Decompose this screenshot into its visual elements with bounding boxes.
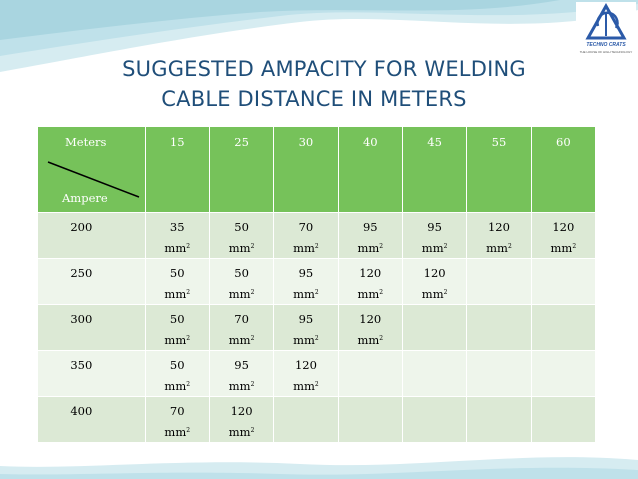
cable-size-cell <box>531 213 595 259</box>
unit-label: mm <box>357 241 380 255</box>
table-row <box>38 259 596 305</box>
unit-label: mm <box>228 425 251 439</box>
ampacity-table <box>37 126 596 443</box>
unit-label: mm <box>228 287 251 301</box>
unit-superscript: 2 <box>443 289 448 296</box>
cable-size-cell <box>274 397 338 443</box>
unit-superscript: 2 <box>250 289 255 296</box>
cable-size-value: 50 <box>169 266 185 280</box>
unit-superscript: 2 <box>250 381 255 388</box>
cable-size-value: 95 <box>362 220 378 234</box>
company-logo <box>576 2 636 62</box>
unit-label: mm <box>164 241 187 255</box>
header-cell: 15 <box>145 127 209 213</box>
cable-size-cell <box>145 397 209 443</box>
cable-size-cell <box>531 351 595 397</box>
cable-size-value: 120 <box>230 404 253 418</box>
unit-label: mm <box>357 333 380 347</box>
cable-size-value: 120 <box>552 220 575 234</box>
cable-size-value: 50 <box>234 220 249 234</box>
corner-header-cell <box>38 127 146 213</box>
unit-label: mm <box>228 333 251 347</box>
cable-size-cell <box>145 305 209 351</box>
cable-size-cell <box>531 259 595 305</box>
unit-label: mm <box>486 241 508 255</box>
unit-superscript: 2 <box>186 427 191 434</box>
header-cell: 40 <box>338 127 402 213</box>
table-row <box>38 397 596 443</box>
cable-size-value: 95 <box>298 312 314 326</box>
cable-size-cell <box>467 351 531 397</box>
cable-size-value: 70 <box>234 312 249 326</box>
cable-size-cell <box>467 259 531 305</box>
cable-size-cell <box>274 351 338 397</box>
unit-superscript: 2 <box>186 289 191 296</box>
unit-superscript: 2 <box>443 243 448 250</box>
unit-superscript: 2 <box>314 289 319 296</box>
unit-label: mm <box>293 287 315 301</box>
header-row <box>38 127 596 213</box>
ampere-label: Ampere <box>62 191 108 205</box>
unit-superscript: 2 <box>572 243 577 250</box>
unit-label: mm <box>357 287 380 301</box>
ampere-cell: 300 <box>38 305 146 351</box>
cable-size-cell <box>338 259 402 305</box>
ampere-cell: 400 <box>38 397 146 443</box>
ampere-cell: 250 <box>38 259 146 305</box>
cable-size-value: 70 <box>169 404 185 418</box>
logo-emblem-icon <box>576 2 636 42</box>
unit-label: mm <box>550 241 573 255</box>
cable-size-cell <box>467 397 531 443</box>
header-cell: 45 <box>402 127 466 213</box>
cable-size-cell <box>209 397 273 443</box>
unit-label: mm <box>164 333 187 347</box>
decorative-wave-bottom <box>0 440 638 479</box>
cable-size-cell <box>531 397 595 443</box>
unit-superscript: 2 <box>250 243 255 250</box>
unit-label: mm <box>293 241 315 255</box>
cable-size-value: 50 <box>169 312 185 326</box>
cable-size-cell <box>531 305 595 351</box>
header-cell: 25 <box>209 127 273 213</box>
cable-size-value: 95 <box>427 220 442 234</box>
cable-size-value: 50 <box>234 266 249 280</box>
cable-size-cell <box>402 397 466 443</box>
unit-label: mm <box>228 241 251 255</box>
cable-size-cell <box>338 397 402 443</box>
ampere-cell: 350 <box>38 351 146 397</box>
cable-size-value: 35 <box>169 220 185 234</box>
cable-size-cell <box>209 213 273 259</box>
cable-size-value: 120 <box>294 358 317 372</box>
unit-superscript: 2 <box>314 335 319 342</box>
cable-size-value: 120 <box>359 312 382 326</box>
cable-size-value: 120 <box>487 220 510 234</box>
cable-size-cell <box>145 213 209 259</box>
unit-label: mm <box>293 379 315 393</box>
unit-superscript: 2 <box>379 243 384 250</box>
unit-superscript: 2 <box>314 243 319 250</box>
header-cell: 60 <box>531 127 595 213</box>
logo-tagline: THE HOUSE OF HIGH TECHNOLOGY <box>579 50 633 54</box>
unit-label: mm <box>164 425 187 439</box>
unit-superscript: 2 <box>314 381 319 388</box>
cable-size-cell <box>467 213 531 259</box>
cable-size-cell <box>338 213 402 259</box>
unit-label: mm <box>421 241 444 255</box>
ampere-cell: 200 <box>38 213 146 259</box>
title-line-2: CABLE DISTANCE IN METERS <box>161 87 467 111</box>
cable-size-cell <box>145 351 209 397</box>
unit-superscript: 2 <box>379 289 384 296</box>
cable-size-value: 70 <box>298 220 314 234</box>
meters-label: Meters <box>65 135 107 149</box>
cable-size-value: 120 <box>359 266 382 280</box>
title-line-1: SUGGESTED AMPACITY FOR WELDING <box>122 57 526 81</box>
cable-size-cell <box>145 259 209 305</box>
logo-name: TECHNO CRATS <box>586 42 626 48</box>
cable-size-value: 95 <box>298 266 314 280</box>
unit-label: mm <box>293 333 315 347</box>
cable-size-cell <box>274 305 338 351</box>
cable-size-cell <box>209 305 273 351</box>
table-row <box>38 351 596 397</box>
cable-size-cell <box>274 213 338 259</box>
slide-title <box>0 54 638 114</box>
header-cell: 30 <box>274 127 338 213</box>
cable-size-cell <box>209 259 273 305</box>
unit-superscript: 2 <box>186 381 191 388</box>
table-row <box>38 305 596 351</box>
cable-size-cell <box>402 351 466 397</box>
table-row <box>38 213 596 259</box>
unit-label: mm <box>228 379 251 393</box>
cable-size-cell <box>338 305 402 351</box>
cable-size-cell <box>338 351 402 397</box>
cable-size-cell <box>274 259 338 305</box>
unit-label: mm <box>164 379 187 393</box>
cable-size-value: 50 <box>169 358 185 372</box>
cable-size-value: 120 <box>423 266 446 280</box>
header-cell: 55 <box>467 127 531 213</box>
table-body <box>38 213 596 443</box>
unit-label: mm <box>164 287 187 301</box>
cable-size-cell <box>402 305 466 351</box>
cable-size-cell <box>467 305 531 351</box>
unit-superscript: 2 <box>507 243 512 250</box>
cable-size-cell <box>209 351 273 397</box>
unit-superscript: 2 <box>379 335 384 342</box>
cable-size-value: 95 <box>234 358 249 372</box>
unit-superscript: 2 <box>186 243 191 250</box>
cable-size-cell <box>402 259 466 305</box>
cable-size-cell <box>402 213 466 259</box>
unit-superscript: 2 <box>250 427 255 434</box>
unit-superscript: 2 <box>186 335 191 342</box>
unit-superscript: 2 <box>250 335 255 342</box>
unit-label: mm <box>421 287 444 301</box>
